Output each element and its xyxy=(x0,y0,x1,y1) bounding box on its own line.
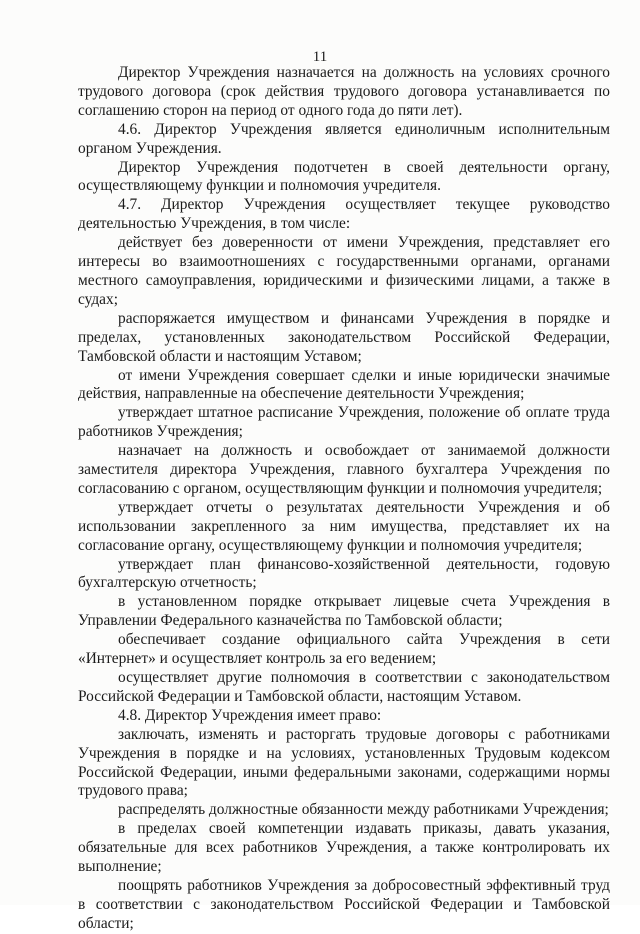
list-item-appoints-deputy: назначает на должность и освобождает от занимаемой должности заместителя директора Учреждения, главного бухгалтера Учреждения по согласованию с органом, осуществляющим функции и полномочия учредителя; xyxy=(78,442,610,497)
list-item-approves-staffing: утверждает штатное расписание Учреждения, положение об оплате труда работников Учреждения; xyxy=(78,404,610,441)
paragraph-director-accountable: Директор Учреждения подотчетен в своей деятельности органу, осуществляющему функции и полномочия учредителя. xyxy=(78,158,610,195)
list-item-approves-plan: утверждает план финансово-хозяйственной деятельности, годовую бухгалтерскую отчетность; xyxy=(78,555,610,592)
paragraph-4-8: 4.8. Директор Учреждения имеет право: xyxy=(118,706,382,724)
list-item-manages-property-finances: распоряжается имуществом и финансами Учреждения в порядке и пределах, установленных законодательством Российской Федерации, Тамбовской области и настоящим Уставом; xyxy=(78,309,610,365)
list-item-makes-transactions: от имени Учреждения совершает сделки и иные юридически значимые действия, направленные на обеспечение деятельности Учреждения; xyxy=(78,366,610,403)
list-item-acts-without-power-of-attorney: действует без доверенности от имени Учреждения, представляет его интересы во взаимоотношениях с государственными органами, органами местного самоуправления, юридическими и физическими лицами, а также в судах; xyxy=(78,234,610,308)
list-item-official-website: обеспечивает создание официального сайта Учреждения в сети «Интернет» и осуществляет контроль за его ведением; xyxy=(78,631,610,668)
list-item-other-powers: осуществляет другие полномочия в соответствии с законодательством Российской Федерации и Тамбовской области, настоящим Уставом. xyxy=(78,669,610,705)
list-item-approves-reports: утверждает отчеты о результатах деятельности Учреждения и об использовании закрепленного за ним имущества, представляет их на согласование органу, осуществляющему функции и полномочия учредителя; xyxy=(78,498,610,554)
paragraph-4-7: 4.7. Директор Учреждения осуществляет текущее руководство деятельностью Учреждения, в том числе: xyxy=(78,196,610,233)
page-number: 11 xyxy=(312,49,328,65)
paragraph-4-6: 4.6. Директор Учреждения является единоличным исполнительным органом Учреждения. xyxy=(78,120,610,157)
list-item-issues-orders: в пределах своей компетенции издавать приказы, давать указания, обязательные для всех работников Учреждения, а также контролировать их выполнение; xyxy=(78,820,610,876)
list-item-distributes-duties: распределять должностные обязанности между работниками Учреждения; xyxy=(118,801,609,819)
paragraph-director-appointment: Директор Учреждения назначается на должность на условиях срочного трудового договора (срок действия трудового договора устанавливается по соглашению сторон на период от одного года до пяти лет). xyxy=(78,64,610,119)
list-item-labor-contracts: заключать, изменять и расторгать трудовые договоры с работниками Учреждения в порядке и на условиях, установленных Трудовым кодексом Российской Федерации, иными федеральными законами, содержащими нормы трудового права; xyxy=(78,725,610,800)
document-body xyxy=(78,64,610,934)
list-item-rewards-employees: поощрять работников Учреждения за добросовестный эффективный труд в соответствии с законодательством Российской Федерации и Тамбовской области; xyxy=(78,876,610,932)
list-item-opens-accounts: в установленном порядке открывает лицевые счета Учреждения в Управлении Федерального казначейства по Тамбовской области; xyxy=(78,593,610,630)
